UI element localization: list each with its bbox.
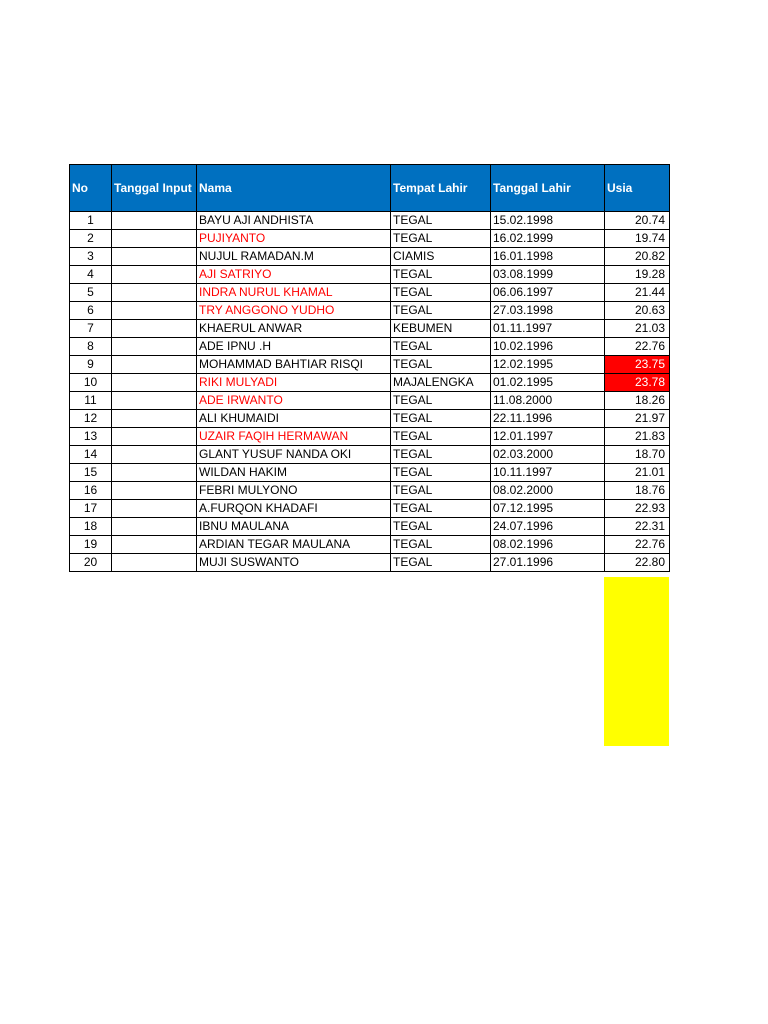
table-row: [70, 464, 670, 482]
cell-usia[interactable]: 21.83: [605, 428, 670, 446]
cell-usia[interactable]: 20.74: [605, 212, 670, 230]
table-row: [70, 248, 670, 266]
cell-no[interactable]: 3: [70, 248, 112, 266]
cell-no[interactable]: 6: [70, 302, 112, 320]
table-row: [70, 266, 670, 284]
cell-tanggal-input[interactable]: [112, 536, 197, 554]
cell-usia[interactable]: 21.03: [605, 320, 670, 338]
cell-nama[interactable]: MOHAMMAD BAHTIAR RISQI: [197, 356, 391, 374]
cell-nama[interactable]: BAYU AJI ANDHISTA: [197, 212, 391, 230]
cell-nama[interactable]: PUJIYANTO: [197, 230, 391, 248]
cell-tanggal-input[interactable]: [112, 482, 197, 500]
cell-nama[interactable]: WILDAN HAKIM: [197, 464, 391, 482]
table-row: [70, 500, 670, 518]
table-row: [70, 320, 670, 338]
header-row: [70, 165, 670, 212]
table-row: [70, 356, 670, 374]
cell-no[interactable]: 2: [70, 230, 112, 248]
header-usia[interactable]: Usia: [605, 165, 670, 212]
cell-tanggal-lahir[interactable]: 01.11.1997: [491, 320, 605, 338]
cell-tempat-lahir[interactable]: TEGAL: [391, 284, 491, 302]
cell-no[interactable]: 17: [70, 500, 112, 518]
cell-tanggal-input[interactable]: [112, 374, 197, 392]
cell-no[interactable]: 18: [70, 518, 112, 536]
cell-tanggal-input[interactable]: [112, 392, 197, 410]
cell-no[interactable]: 11: [70, 392, 112, 410]
cell-tanggal-lahir[interactable]: 16.01.1998: [491, 248, 605, 266]
cell-no[interactable]: 15: [70, 464, 112, 482]
cell-usia[interactable]: 19.28: [605, 266, 670, 284]
cell-tempat-lahir[interactable]: CIAMIS: [391, 248, 491, 266]
cell-nama[interactable]: ADE IRWANTO: [197, 392, 391, 410]
table-row: [70, 392, 670, 410]
cell-no[interactable]: 5: [70, 284, 112, 302]
cell-nama[interactable]: FEBRI MULYONO: [197, 482, 391, 500]
cell-tempat-lahir[interactable]: KEBUMEN: [391, 320, 491, 338]
cell-tempat-lahir[interactable]: TEGAL: [391, 554, 491, 572]
cell-tanggal-input[interactable]: [112, 446, 197, 464]
table-row: [70, 212, 670, 230]
table-row: [70, 302, 670, 320]
cell-nama[interactable]: NUJUL RAMADAN.M: [197, 248, 391, 266]
cell-usia[interactable]: 22.31: [605, 518, 670, 536]
table-row: [70, 536, 670, 554]
cell-tanggal-input[interactable]: [112, 410, 197, 428]
cell-tanggal-lahir[interactable]: 10.02.1996: [491, 338, 605, 356]
table-row: [70, 230, 670, 248]
cell-no[interactable]: 1: [70, 212, 112, 230]
cell-tanggal-lahir[interactable]: 15.02.1998: [491, 212, 605, 230]
cell-tanggal-input[interactable]: [112, 428, 197, 446]
cell-tempat-lahir[interactable]: TEGAL: [391, 230, 491, 248]
cell-nama[interactable]: MUJI SUSWANTO: [197, 554, 391, 572]
table-row: [70, 482, 670, 500]
cell-tempat-lahir[interactable]: TEGAL: [391, 464, 491, 482]
cell-tanggal-lahir[interactable]: 16.02.1999: [491, 230, 605, 248]
cell-no[interactable]: 10: [70, 374, 112, 392]
cell-tanggal-input[interactable]: [112, 338, 197, 356]
cell-tempat-lahir[interactable]: TEGAL: [391, 392, 491, 410]
cell-usia[interactable]: 18.70: [605, 446, 670, 464]
cell-tanggal-input[interactable]: [112, 320, 197, 338]
cell-tanggal-lahir[interactable]: 06.06.1997: [491, 284, 605, 302]
cell-tempat-lahir[interactable]: MAJALENGKA: [391, 374, 491, 392]
cell-usia[interactable]: 22.93: [605, 500, 670, 518]
cell-no[interactable]: 16: [70, 482, 112, 500]
cell-tempat-lahir[interactable]: TEGAL: [391, 338, 491, 356]
cell-tanggal-input[interactable]: [112, 284, 197, 302]
cell-usia[interactable]: 18.76: [605, 482, 670, 500]
cell-nama[interactable]: TRY ANGGONO YUDHO: [197, 302, 391, 320]
cell-usia[interactable]: 22.80: [605, 554, 670, 572]
cell-usia[interactable]: 21.44: [605, 284, 670, 302]
cell-tanggal-input[interactable]: [112, 212, 197, 230]
cell-no[interactable]: 9: [70, 356, 112, 374]
cell-nama[interactable]: ARDIAN TEGAR MAULANA: [197, 536, 391, 554]
cell-tempat-lahir[interactable]: TEGAL: [391, 302, 491, 320]
cell-tempat-lahir[interactable]: TEGAL: [391, 410, 491, 428]
cell-tanggal-lahir[interactable]: 11.08.2000: [491, 392, 605, 410]
cell-no[interactable]: 20: [70, 554, 112, 572]
cell-tanggal-input[interactable]: [112, 500, 197, 518]
cell-usia[interactable]: 18.26: [605, 392, 670, 410]
cell-tempat-lahir[interactable]: TEGAL: [391, 428, 491, 446]
table-row: [70, 428, 670, 446]
cell-nama[interactable]: KHAERUL ANWAR: [197, 320, 391, 338]
cell-no[interactable]: 12: [70, 410, 112, 428]
cell-tanggal-lahir[interactable]: 10.11.1997: [491, 464, 605, 482]
header-tanggal-lahir[interactable]: Tanggal Lahir: [491, 165, 605, 212]
cell-nama[interactable]: UZAIR FAQIH HERMAWAN: [197, 428, 391, 446]
cell-usia[interactable]: 23.75: [605, 356, 670, 374]
table-row: [70, 374, 670, 392]
cell-tempat-lahir[interactable]: TEGAL: [391, 536, 491, 554]
cell-tanggal-lahir[interactable]: 01.02.1995: [491, 374, 605, 392]
header-tempat-lahir[interactable]: Tempat Lahir: [391, 165, 491, 212]
cell-tanggal-input[interactable]: [112, 302, 197, 320]
cell-tempat-lahir[interactable]: TEGAL: [391, 266, 491, 284]
cell-nama[interactable]: INDRA NURUL KHAMAL: [197, 284, 391, 302]
cell-nama[interactable]: A.FURQON KHADAFI: [197, 500, 391, 518]
cell-usia[interactable]: 20.63: [605, 302, 670, 320]
cell-no[interactable]: 7: [70, 320, 112, 338]
cell-tempat-lahir[interactable]: TEGAL: [391, 212, 491, 230]
cell-tanggal-input[interactable]: [112, 248, 197, 266]
cell-tempat-lahir[interactable]: TEGAL: [391, 356, 491, 374]
cell-tempat-lahir[interactable]: TEGAL: [391, 482, 491, 500]
cell-tempat-lahir[interactable]: TEGAL: [391, 518, 491, 536]
cell-tanggal-lahir[interactable]: 24.07.1996: [491, 518, 605, 536]
cell-no[interactable]: 14: [70, 446, 112, 464]
cell-no[interactable]: 4: [70, 266, 112, 284]
cell-no[interactable]: 19: [70, 536, 112, 554]
cell-tanggal-input[interactable]: [112, 356, 197, 374]
cell-tanggal-lahir[interactable]: 27.03.1998: [491, 302, 605, 320]
cell-tempat-lahir[interactable]: TEGAL: [391, 446, 491, 464]
cell-tanggal-input[interactable]: [112, 230, 197, 248]
table-row: [70, 284, 670, 302]
cell-tanggal-lahir[interactable]: 12.01.1997: [491, 428, 605, 446]
header-no[interactable]: No: [70, 165, 112, 212]
table-row: [70, 518, 670, 536]
cell-usia[interactable]: 22.76: [605, 536, 670, 554]
table-row: [70, 338, 670, 356]
cell-tanggal-lahir[interactable]: 03.08.1999: [491, 266, 605, 284]
cell-nama[interactable]: ADE IPNU .H: [197, 338, 391, 356]
header-nama[interactable]: Nama: [197, 165, 391, 212]
cell-no[interactable]: 8: [70, 338, 112, 356]
cell-tanggal-input[interactable]: [112, 518, 197, 536]
cell-tanggal-lahir[interactable]: 08.02.1996: [491, 536, 605, 554]
cell-usia[interactable]: 20.82: [605, 248, 670, 266]
cell-tanggal-input[interactable]: [112, 464, 197, 482]
cell-nama[interactable]: GLANT YUSUF NANDA OKI: [197, 446, 391, 464]
cell-tanggal-lahir[interactable]: 02.03.2000: [491, 446, 605, 464]
cell-tanggal-lahir[interactable]: 12.02.1995: [491, 356, 605, 374]
header-tanggal-input[interactable]: Tanggal Input: [112, 165, 197, 212]
cell-tanggal-input[interactable]: [112, 554, 197, 572]
cell-tempat-lahir[interactable]: TEGAL: [391, 500, 491, 518]
cell-nama[interactable]: AJI SATRIYO: [197, 266, 391, 284]
cell-tanggal-lahir[interactable]: 27.01.1996: [491, 554, 605, 572]
table-body: [70, 212, 670, 572]
yellow-highlight-block: [604, 577, 669, 746]
table-row: [70, 410, 670, 428]
cell-tanggal-input[interactable]: [112, 266, 197, 284]
cell-nama[interactable]: RIKI MULYADI: [197, 374, 391, 392]
table-row: [70, 554, 670, 572]
cell-nama[interactable]: ALI KHUMAIDI: [197, 410, 391, 428]
cell-usia[interactable]: 21.97: [605, 410, 670, 428]
cell-nama[interactable]: IBNU MAULANA: [197, 518, 391, 536]
cell-usia[interactable]: 19.74: [605, 230, 670, 248]
table-row: [70, 446, 670, 464]
cell-no[interactable]: 13: [70, 428, 112, 446]
cell-tanggal-lahir[interactable]: 08.02.2000: [491, 482, 605, 500]
cell-usia[interactable]: 21.01: [605, 464, 670, 482]
cell-usia[interactable]: 23.78: [605, 374, 670, 392]
data-table: [69, 164, 670, 572]
cell-usia[interactable]: 22.76: [605, 338, 670, 356]
cell-tanggal-lahir[interactable]: 07.12.1995: [491, 500, 605, 518]
cell-tanggal-lahir[interactable]: 22.11.1996: [491, 410, 605, 428]
